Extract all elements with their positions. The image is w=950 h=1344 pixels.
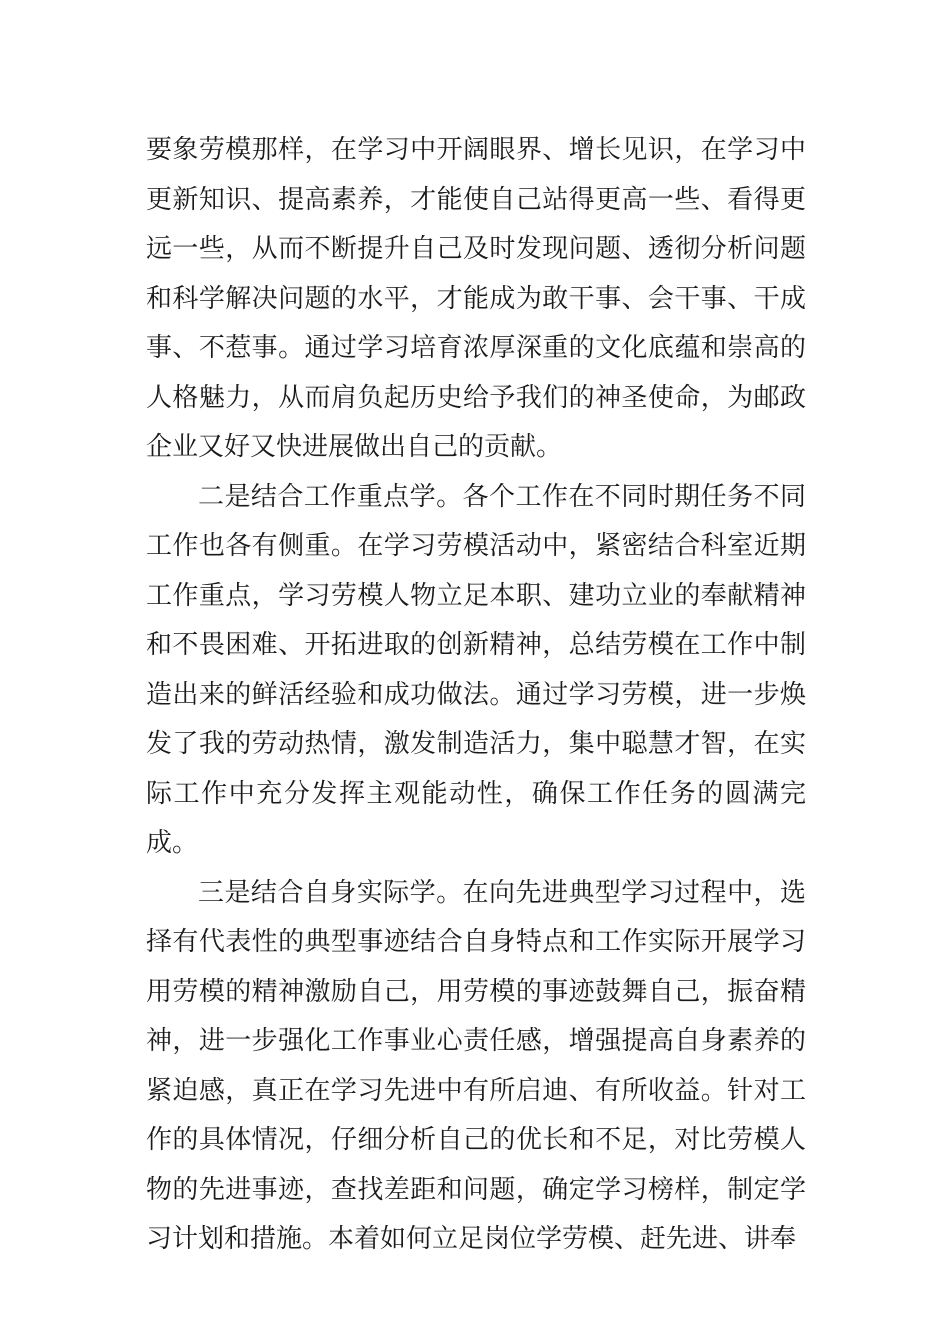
paragraph-3: 三是结合自身实际学。在向先进典型学习过程中，选择有代表性的典型事迹结合自身特点和工作实际开展学习用劳模的精神激励自己，用劳模的事迹鼓舞自己，振奋精神，进一步强化工作事业心责任感，增强提高自身素养的紧迫感，真正在学习先进中有所启迪、有所收益。针对工作的具体情况，仔细分析自己的优长和不足，对比劳模人物的先进事迹，查找差距和问题，确定学习榜样，制定学习计划和措施。本着如何立足岗位学劳模、赶先进、讲奉 [146, 877, 806, 1254]
paragraph-2: 二是结合工作重点学。各个工作在不同时期任务不同工作也各有侧重。在学习劳模活动中，紧密结合科室近期工作重点，学习劳模人物立足本职、建功立业的奉献精神和不畏困难、开拓进取的创新精神，总结劳模在工作中制造出来的鲜活经验和成功做法。通过学习劳模，进一步焕发了我的劳动热情，激发制造活力，集中聪慧才智，在实际工作中充分发挥主观能动性，确保工作任务的圆满完成。 [146, 481, 806, 858]
body-text [146, 126, 806, 1265]
paragraph-1: 要象劳模那样，在学习中开阔眼界、增长见识，在学习中更新知识、提高素养，才能使自己站得更高一些、看得更远一些，从而不断提升自己及时发现问题、透彻分析问题和科学解决问题的水平，才能成为敢干事、会干事、干成事、不惹事。通过学习培育浓厚深重的文化底蕴和崇高的人格魅力，从而肩负起历史给予我们的神圣使命，为邮政企业又好又快进展做出自己的贡献。 [146, 135, 806, 462]
